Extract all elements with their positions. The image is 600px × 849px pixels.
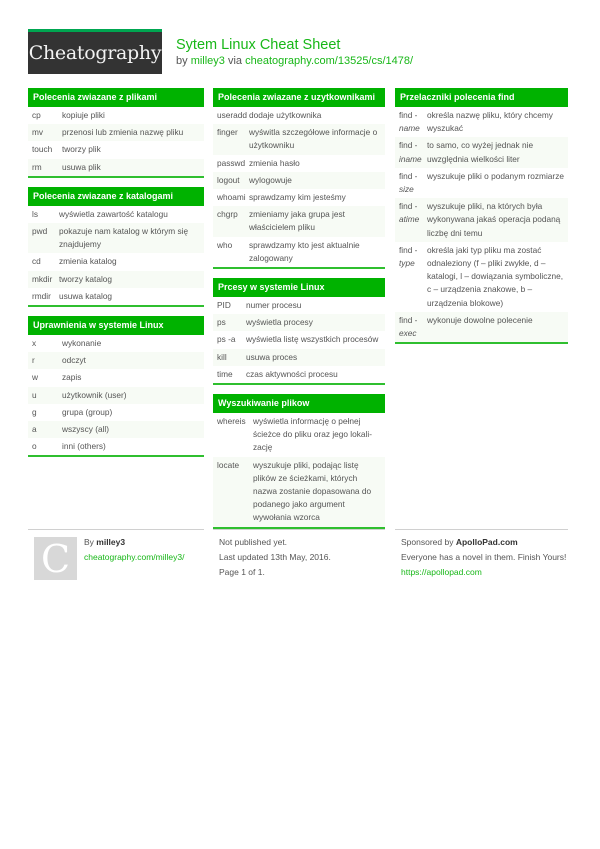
section-processes: [213, 278, 385, 385]
command: mkdir: [32, 273, 53, 284]
command: ps: [217, 317, 226, 328]
section-title: Prcesy w systemie Linux: [213, 278, 385, 297]
table-row: [28, 352, 204, 369]
table-row: [28, 141, 204, 158]
command: pwd: [32, 226, 48, 237]
table-row: [395, 312, 568, 342]
footer-meta: [219, 535, 331, 580]
via-label: via: [224, 55, 246, 67]
table-row: [213, 349, 385, 366]
flag: x: [32, 338, 37, 349]
last-updated: Last updated 13th May, 2016.: [219, 552, 331, 562]
description: wyszukuje pliki o podanym rozmiarze: [427, 170, 564, 181]
sheet-url-link[interactable]: cheatography.com/13525/cs/1478/: [245, 55, 414, 67]
table-row: [213, 331, 385, 348]
command: finger: [217, 127, 238, 138]
description: wszyscy (all): [62, 424, 110, 435]
table-row: [28, 271, 204, 288]
table-row: [28, 387, 204, 404]
command: whereis: [217, 416, 246, 427]
description: grupa (group): [62, 406, 113, 417]
description: dodaje użytkownika: [249, 110, 322, 120]
sponsor-name: ApolloPad.com: [455, 537, 518, 547]
command: mv: [32, 127, 44, 138]
logo-text: Cheatography: [28, 42, 162, 64]
cheatography-logo[interactable]: [28, 29, 162, 74]
section-title: Uprawnienia w systemie Linux: [28, 316, 204, 335]
section-permissions: [28, 316, 204, 457]
section-files: [28, 88, 204, 178]
section-title: Polecenia zwiazane z uzytkownikami: [213, 88, 385, 107]
by-label: By: [84, 537, 97, 547]
column-1: [28, 88, 204, 466]
footer-divider: [28, 529, 204, 530]
flag: u: [32, 389, 37, 400]
description: inni (others): [62, 441, 106, 452]
description: wykonanie: [62, 338, 102, 349]
table-row: [28, 107, 204, 124]
table-row: [213, 457, 385, 527]
description: czas aktywności procesu: [246, 368, 338, 379]
description: wyświetla procesy: [246, 317, 313, 328]
description: usuwa katalog: [59, 290, 113, 301]
description: użytkownik (user): [62, 389, 127, 400]
description: określa nazwę pliku, który chcemy wyszukać: [427, 110, 553, 134]
command: PID: [217, 300, 231, 311]
section-title: Wyszukiwanie plikow: [213, 394, 385, 413]
command: whoami: [217, 192, 246, 203]
author-profile-link[interactable]: cheatography.com/milley3/: [84, 552, 185, 562]
section-users: [213, 88, 385, 269]
section-search: [213, 394, 385, 529]
table-row: [395, 242, 568, 312]
page-title: Sytem Linux Cheat Sheet: [176, 37, 341, 53]
column-2: [213, 88, 385, 538]
description: pokazuje nam katalog w którym się znajdujemy: [59, 226, 189, 250]
avatar-letter: C: [40, 536, 71, 581]
sponsor-text: Everyone has a novel in them. Finish Yours!: [401, 552, 567, 562]
footer-sponsor: [401, 535, 571, 580]
description: przenosi lub zmienia nazwę pliku: [62, 127, 184, 138]
description: kopiuje pliki: [62, 110, 105, 120]
description: wykonuje dowolne polecenie: [427, 314, 533, 325]
table-row: [28, 124, 204, 141]
section-dirs: [28, 187, 204, 307]
command: cd: [32, 256, 41, 267]
table-row: [28, 369, 204, 386]
table-row: [28, 253, 204, 270]
sponsor-link[interactable]: https://apollopad.com: [401, 567, 482, 577]
switch: find - type: [399, 244, 418, 269]
description: sprawdzamy kto jest aktualnie zalogowany: [249, 239, 360, 263]
flag: w: [32, 372, 38, 383]
description: wyświetla listę wszystkich procesów: [246, 334, 379, 345]
by-label: by: [176, 55, 191, 67]
table-row: [28, 159, 204, 176]
table-row: [28, 404, 204, 421]
table-row: [28, 288, 204, 305]
table-row: [213, 155, 385, 172]
table-row: [213, 189, 385, 206]
description: tworzy plik: [62, 144, 101, 155]
description: tworzy katalog: [59, 273, 113, 284]
description: sprawdzamy kim jesteśmy: [249, 192, 346, 203]
command: ls: [32, 208, 38, 219]
switch: find - iname: [399, 140, 422, 164]
column-3: [395, 88, 568, 353]
description: to samo, co wyżej jednak nie uwzględnia wielkości liter: [427, 140, 534, 164]
description: wyświetla zawartość katalogu: [59, 208, 168, 219]
flag: o: [32, 441, 37, 452]
table-row: [213, 237, 385, 267]
description: usuwa proces: [246, 351, 298, 362]
table-row: [213, 206, 385, 236]
table-row: [395, 107, 568, 137]
table-row: [28, 421, 204, 438]
command: locate: [217, 459, 240, 470]
command: rm: [32, 161, 42, 172]
command: touch: [32, 144, 53, 155]
description: numer procesu: [246, 300, 302, 311]
table-row: [395, 198, 568, 242]
section-find-switches: [395, 88, 568, 344]
description: zmieniamy jaka grupa jest właścicielem pliku: [249, 209, 345, 233]
footer-author-name: milley3: [96, 537, 126, 547]
command: chgrp: [217, 209, 238, 220]
table-row: [213, 314, 385, 331]
footer-divider: [395, 529, 568, 530]
switch: find - exec: [399, 314, 418, 339]
table-row: [213, 413, 385, 457]
command: ps -a: [217, 334, 236, 345]
footer-divider: [213, 529, 385, 530]
flag: r: [32, 355, 35, 366]
description: wyszukuje pliki, podając listę plików ze ścieżkami, których nazwa zostanie dopasowana do podanego jako argument wywołania wzorca: [253, 459, 372, 523]
description: określa jaki typ pliku ma zostać odnaleziony (f – pliki zwykłe, d – katalogi, l – dowiązania symboliczne, c – urządzenia znakowe, b – urządzenia blokowe): [427, 244, 564, 308]
command: logout: [217, 174, 240, 185]
command: kill: [217, 351, 227, 362]
description: wyświetla informację o pełnej ścieżce do pliku oraz jego lokalizację: [253, 416, 372, 453]
footer-author: [84, 535, 184, 565]
table-row: [213, 107, 385, 124]
table-row: [395, 168, 568, 198]
section-title: Polecenia zwiazane z katalogami: [28, 187, 204, 206]
command: passwd: [217, 157, 246, 168]
section-title: Przelaczniki polecenia find: [395, 88, 568, 107]
switch: find - name: [399, 110, 420, 134]
page-number: Page 1 of 1.: [219, 567, 265, 577]
author-link[interactable]: milley3: [190, 55, 225, 67]
description: zapis: [62, 372, 82, 383]
section-title: Polecenia zwiazane z plikami: [28, 88, 204, 107]
description: wylogowuje: [249, 174, 292, 185]
switch: find - size: [399, 170, 418, 195]
table-row: [213, 124, 385, 154]
description: zmienia katalog: [59, 256, 117, 267]
table-row: [28, 223, 204, 253]
table-row: [28, 206, 204, 223]
command: useradd: [217, 110, 247, 120]
table-row: [395, 137, 568, 167]
description: usuwa plik: [62, 161, 101, 172]
author-avatar[interactable]: [34, 537, 77, 580]
table-row: [28, 438, 204, 455]
byline: [176, 55, 413, 67]
command: time: [217, 368, 233, 379]
sponsored-label: Sponsored by: [401, 537, 456, 547]
description: zmienia hasło: [249, 157, 300, 168]
flag: a: [32, 424, 37, 435]
flag: g: [32, 406, 37, 417]
table-row: [213, 366, 385, 383]
table-row: [213, 172, 385, 189]
command: cp: [32, 110, 41, 120]
description: wyszukuje pliki, na których była wykonywana jakaś operacja podaną liczbę dni temu: [427, 201, 561, 238]
command: rmdir: [32, 290, 51, 301]
description: wyświtla szczegółowe informacje o użytkowniku: [249, 127, 378, 151]
published-status: Not published yet.: [219, 537, 288, 547]
description: odczyt: [62, 355, 86, 366]
table-row: [213, 297, 385, 314]
switch: find - atime: [399, 201, 420, 225]
command: who: [217, 239, 233, 250]
table-row: [28, 335, 204, 352]
